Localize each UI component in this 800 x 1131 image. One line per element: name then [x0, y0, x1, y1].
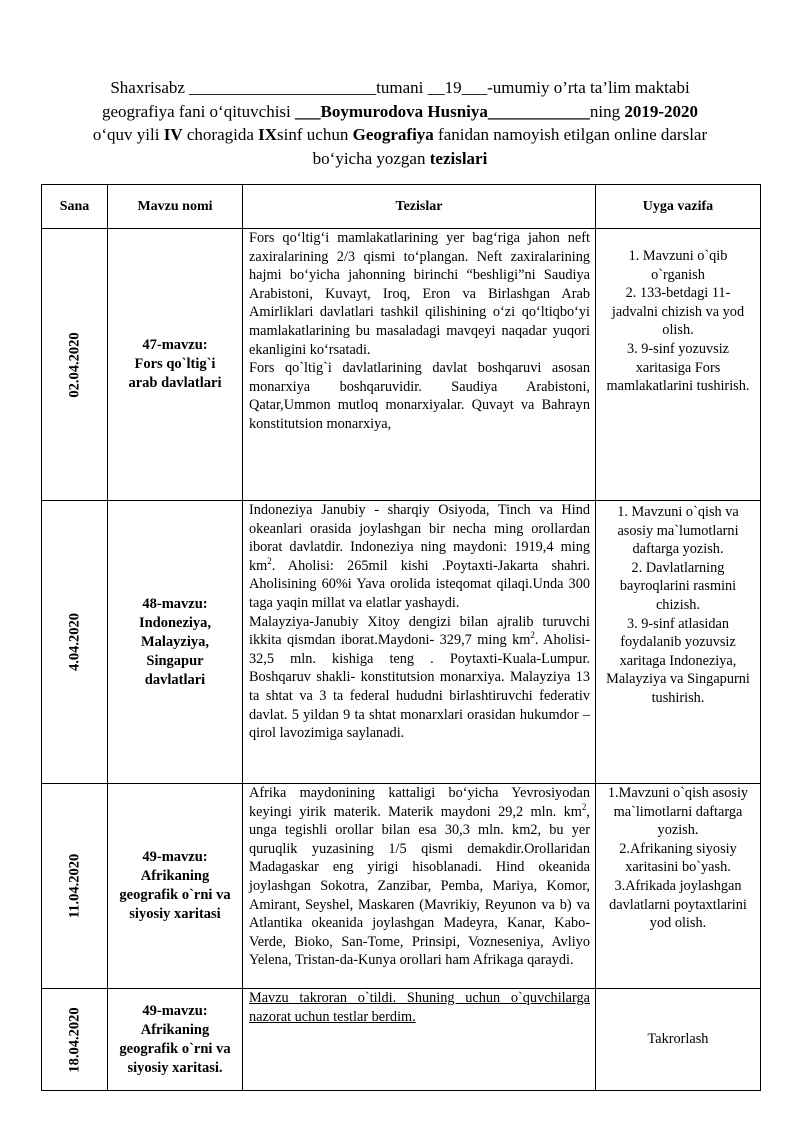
homework-cell: [596, 784, 761, 989]
topic-number: 48-mavzu:: [142, 595, 208, 612]
tezis-text: Malayziya-Janubiy Xitoy dengizi bilan ajralib turuvchi ikkita qismdan iborat.Maydoni- 329,7 ming km: [249, 613, 590, 649]
tezis-paragraph: [249, 784, 590, 970]
header-line-2: [40, 100, 760, 124]
date-cell: [42, 229, 108, 501]
homework-item: 3. 9-sinf atlasidan foydalanib yozuvsiz xaritaga Indoneziya, Malayziya va Singapurni tushirish.: [606, 615, 750, 706]
school-number: __19___: [427, 78, 488, 97]
district-label: Shaxrisabz: [110, 78, 185, 97]
header-date: Sana: [42, 185, 108, 229]
topic-cell: [108, 501, 243, 784]
year-label: o‘quv yili: [92, 125, 160, 144]
topic-title: Malayziya,: [140, 633, 210, 650]
homework-item: 1. Mavzuni o`qib o`rganish: [628, 248, 728, 283]
homework-cell: [596, 989, 761, 1091]
tezis-text: Afrika maydonining kattaligi bo‘yicha Yevrosiyodan keyingi yirik materik. Materik maydoni 29,2 mln. km: [249, 785, 590, 820]
topic-cell: [108, 989, 243, 1091]
topic-number: 49-mavzu:: [142, 849, 208, 865]
header-homework: Uyga vazifa: [596, 185, 761, 229]
topic-title: geografik o`rni va: [119, 887, 231, 903]
header-line-3: [40, 123, 760, 147]
tezis-paragraph: [249, 501, 590, 613]
topic-title: siyosiy xaritasi.: [127, 1059, 223, 1076]
homework-item: 2.Afrikaning siyosiy xaritasini bo`yash.: [619, 840, 737, 876]
header-tezis: Tezislar: [243, 185, 596, 229]
tezis-cell: [243, 784, 596, 989]
document-header: [40, 76, 760, 170]
topic-title: siyosiy xaritasi: [129, 906, 221, 922]
homework-item: 3. 9-sinf yozuvsiz xaritasiga Fors mamlakatlarini tushirish.: [606, 340, 750, 395]
topic-title: davlatlari: [144, 671, 206, 688]
district-suffix: tumani: [376, 78, 424, 97]
subject: Geografiya: [352, 125, 434, 144]
topic-number: 47-mavzu:: [142, 337, 208, 353]
homework-item: Takrorlash: [647, 1031, 709, 1048]
header-line-4: [40, 147, 760, 171]
quarter-label: choragida: [186, 125, 254, 144]
tezis-text: . Aholisi- 32,5 mln. kishiga teng . Poytaxti-Kuala-Lumpur. Boshqaruv shakli- konstitutsion monarxiya. Malayziya 13 ta shtat va 3 ta federal hududni birlashtiruvchi federativ davlat. 5 yildan 9 ta shtat monarxlari orasidan hukumdor – qirol lavozimiga saylanadi.: [249, 632, 590, 742]
topic-title: Afrikaning: [140, 1021, 210, 1038]
topic-number: 49-mavzu:: [142, 1002, 208, 1019]
table-header-row: [42, 185, 761, 229]
district-blank: ______________________: [189, 78, 377, 97]
topic-title: Indoneziya,: [138, 614, 212, 631]
superscript: 2: [530, 630, 535, 641]
date-cell: [42, 989, 108, 1091]
table-row: [42, 989, 761, 1091]
superscript: 2: [581, 801, 587, 812]
tezis-cell: [243, 229, 596, 501]
school-label: -umumiy o’rta ta’lim maktabi: [487, 78, 690, 97]
date-cell: [42, 501, 108, 784]
topic-title: Singapur: [146, 652, 204, 669]
teacher-suffix: ning: [589, 101, 621, 121]
homework-cell: [596, 229, 761, 501]
topic-title: Fors qo`ltig`i: [134, 356, 216, 372]
tezis-paragraph: Fors qo`ltig`i davlatlarining davlat boshqaruvi asosan monarxiya boshqaruvidir. Saudiya Arabistoni, Qatar,Ummon mutloq monarxiyalar. Quvayt va Bahrayn konstitutsion monarxiya,: [249, 360, 590, 432]
header-topic: Mavzu nomi: [108, 185, 243, 229]
tezis-text: Indoneziya Janubiy - sharqiy Osiyoda, Tinch va Hind okeanlari orasida joylashgan bir necha ming orollardan iborat davlatdir. Indoneziya ning maydoni: 1919,4 ming km: [249, 502, 590, 574]
homework-item: 2. 133-betdagi 11-jadvalni chizish va yod olish.: [611, 285, 745, 339]
class: IX: [258, 125, 278, 144]
homework-item: 1. Mavzuni o`qish va asosiy ma`lumotlarni daftarga yozish.: [617, 504, 739, 558]
quarter: IV: [163, 125, 183, 144]
superscript: 2: [267, 556, 272, 567]
topic-cell: [108, 229, 243, 501]
header-line-1: [40, 76, 760, 100]
written-label: bo‘yicha yozgan: [312, 148, 426, 168]
tezis-paragraph: [249, 613, 590, 743]
table-row: [42, 229, 761, 501]
topic-cell: [108, 784, 243, 989]
school-year: 2019-2020: [624, 101, 699, 121]
lesson-date: 02.04.2020: [66, 331, 82, 398]
homework-item: 2. Davlatlarning bayroqlarini rasmini chizish.: [619, 559, 737, 613]
lesson-date: 4.04.2020: [66, 613, 82, 671]
topic-title: Afrikaning: [140, 868, 210, 884]
tezis-cell: [243, 989, 596, 1091]
lesson-table: [41, 184, 761, 1091]
table-row: [42, 784, 761, 989]
table-row: [42, 501, 761, 784]
tezis-paragraph: Mavzu takroran o`tildi. Shuning uchun o`quvchilarga nazorat uchun testlar berdim.: [249, 990, 590, 1025]
tezis-text: , unga tegishli orollar bilan esa 30,3 mln. km2, bu yer quruqlik yuzasining 1/5 qismi demakdir.Orollaridan Madagaskar eng yirigi hisoblanadi. Hind okeanida joylashgan Sokotra, Zanzibar, Pemba, Mariya, Komor, Amirant, Seyshel, Maskaren (Mavrikiy, Reyunon va b) va Atlantika okeanida joylashgan Madeyra, Kanar, Kabo-Verde, Bioko, San-Tome, Prinsipi, Vozneseniya, Avliyo Yelena, Tristan-da-Kunya orollari ham Afrikaga qaraydi.: [249, 803, 590, 969]
tezis-label: tezislari: [429, 148, 488, 168]
topic-title: arab davlatlari: [128, 375, 222, 391]
class-label: sinf uchun: [277, 125, 349, 144]
homework-item: 1.Mavzuni o`qish asosiy ma`limotlarni daftarga yozish.: [607, 785, 749, 839]
topic-title: geografik o`rni va: [119, 1040, 231, 1057]
lesson-date: 11.04.2020: [66, 853, 82, 919]
tezis-text: . Aholisi: 265mil kishi .Poytaxti-Jakarta shahri. Aholisining 60%i Yava orolida isteqomat qilaqi.Unda 300 taga yaqin millat va elatlar yashaydi.: [249, 557, 590, 611]
date-cell: [42, 784, 108, 989]
teacher-name: ___Boymurodova Husniya____________: [295, 101, 590, 121]
tezis-cell: [243, 501, 596, 784]
tezis-paragraph: Fors qo‘ltig‘i mamlakatlarining yer bag‘riga jahon neft zaxiralarining 2/3 qismi to‘plangan. Neft zaxiralarining hajmi bo‘yicha jahonning birinchi “beshligi”ni Saudiya Arabistoni, Kuvayt, Iroq, Eron va Birlashgan Arab Amirliklari davlatlari tashkil qilishining o‘zi qo‘ltiqbo‘yi mamlakatlarining bu masaladagi mavqeyi naqadar yuqori ekanligini ko‘rsatadi.: [249, 230, 590, 358]
subject-label: fanidan namoyish etilgan online darslar: [438, 125, 708, 144]
lesson-date: 18.04.2020: [66, 1006, 82, 1073]
homework-cell: [596, 501, 761, 784]
teacher-label: geografiya fani o‘qituvchisi: [101, 101, 291, 121]
homework-item: 3.Afrikada joylashgan davlatlarni poytaxtlarini yod olish.: [609, 877, 747, 932]
